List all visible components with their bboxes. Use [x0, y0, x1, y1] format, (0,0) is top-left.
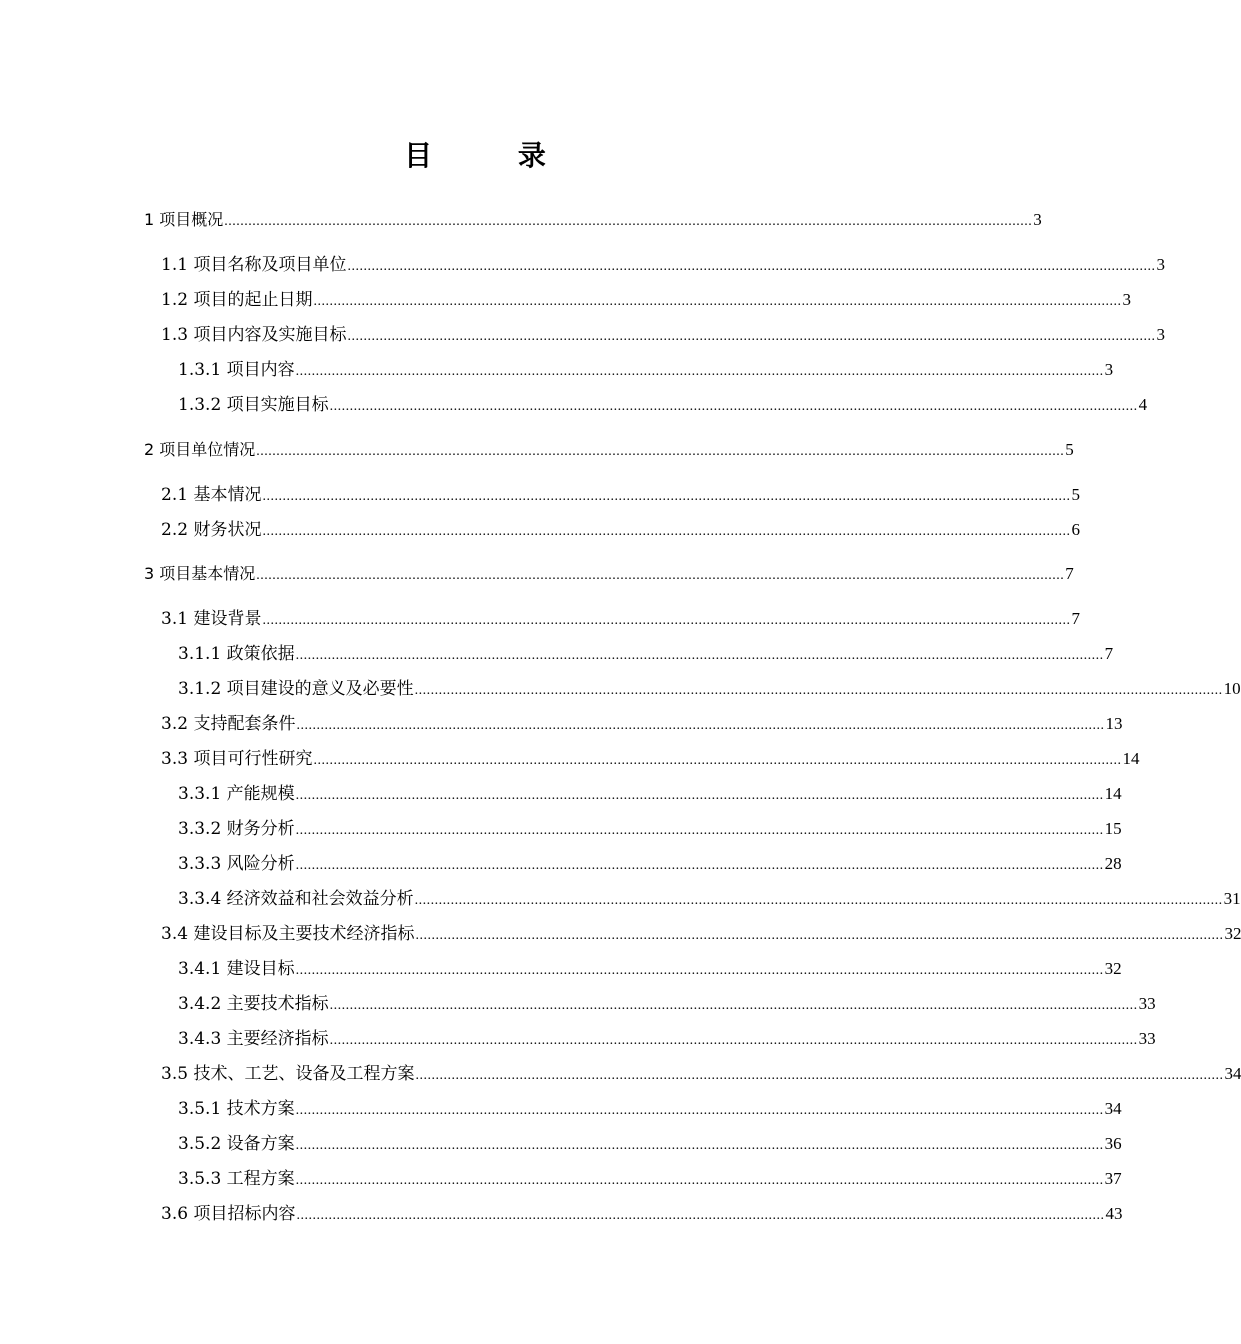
toc-page-number: 10 [1223, 679, 1241, 698]
toc-entry-label: 3.4.2 主要技术指标 [178, 994, 329, 1014]
toc-entry[interactable] [161, 922, 1241, 946]
toc-dot-leader: .......................................................................................................................................................................................................... [262, 489, 1071, 504]
toc-entry[interactable] [178, 642, 1114, 666]
toc-entry-label: 2.1 基本情况 [161, 485, 262, 505]
toc-entry[interactable] [178, 358, 1114, 382]
toc-entry[interactable] [144, 208, 1042, 232]
toc-entry-label: 3.3.2 财务分析 [178, 819, 295, 839]
toc-entry[interactable] [178, 1027, 1156, 1051]
toc-entry[interactable] [144, 562, 1074, 586]
toc-dot-leader: .......................................................................................................................................................................................................... [296, 1208, 1105, 1223]
toc-page-number: 14 [1104, 784, 1122, 803]
toc-dot-leader: .......................................................................................................................................................................................................... [295, 364, 1104, 379]
toc-dot-leader: .......................................................................................................................................................................................................... [415, 1068, 1224, 1083]
toc-entry-label: 3.1.1 政策依据 [178, 644, 295, 664]
toc-page-number: 5 [1065, 440, 1074, 459]
toc-page-number: 6 [1071, 520, 1080, 539]
toc-page-number: 7 [1104, 644, 1114, 663]
toc-page-number: 4 [1138, 395, 1148, 414]
toc-entry[interactable] [178, 817, 1122, 841]
toc-entry-label: 3.1.2 项目建设的意义及必要性 [178, 679, 414, 699]
toc-dot-leader: .......................................................................................................................................................................................................... [347, 329, 1156, 344]
toc-entry[interactable] [178, 852, 1122, 876]
toc-dot-leader: .......................................................................................................................................................................................................... [295, 823, 1104, 838]
toc-page-number: 3 [1156, 255, 1165, 274]
toc-dot-leader: .......................................................................................................................................................................................................... [414, 683, 1223, 698]
toc-entry[interactable] [178, 782, 1122, 806]
toc-entry[interactable] [178, 957, 1122, 981]
toc-dot-leader: .......................................................................................................................................................................................................... [329, 1033, 1138, 1048]
toc-dot-leader: .......................................................................................................................................................................................................... [295, 788, 1104, 803]
toc-entry-label: 2 项目单位情况 [144, 440, 256, 459]
toc-dot-leader: .......................................................................................................................................................................................................... [295, 1138, 1104, 1153]
toc-entry[interactable] [161, 747, 1140, 771]
toc-entry-label: 2.2 财务状况 [161, 520, 262, 540]
page-title: 目 录 [404, 139, 584, 172]
toc-entry-label: 3.5.3 工程方案 [178, 1169, 295, 1189]
toc-page-number: 32 [1224, 924, 1241, 943]
toc-page-number: 5 [1071, 485, 1080, 504]
toc-page-number: 7 [1065, 564, 1074, 583]
toc-dot-leader: .......................................................................................................................................................................................................... [347, 259, 1156, 274]
toc-entry-label: 1.3.2 项目实施目标 [178, 395, 329, 415]
toc-entry-label: 3 项目基本情况 [144, 564, 256, 583]
toc-page-number: 28 [1104, 854, 1122, 873]
toc-page-number: 14 [1122, 749, 1140, 768]
toc-entry-label: 3.4.1 建设目标 [178, 959, 295, 979]
toc-page-number: 34 [1224, 1064, 1241, 1083]
toc-entry[interactable] [161, 253, 1165, 277]
toc-entry[interactable] [144, 438, 1074, 462]
toc-entry-label: 3.2 支持配套条件 [161, 714, 296, 734]
toc-dot-leader: .......................................................................................................................................................................................................... [262, 524, 1071, 539]
toc-dot-leader: .......................................................................................................................................................................................................... [295, 858, 1104, 873]
toc-page-number: 34 [1104, 1099, 1122, 1118]
toc-entry-label: 3.4 建设目标及主要技术经济指标 [161, 924, 415, 944]
toc-entry[interactable] [161, 607, 1080, 631]
toc-entry-label: 3.3.1 产能规模 [178, 784, 295, 804]
toc-entry-label: 3.5.2 设备方案 [178, 1134, 295, 1154]
toc-page-number: 7 [1071, 609, 1080, 628]
toc-entry[interactable] [161, 483, 1080, 507]
toc-dot-leader: .......................................................................................................................................................................................................... [262, 613, 1071, 628]
toc-entry[interactable] [161, 323, 1165, 347]
toc-page-number: 31 [1223, 889, 1241, 908]
toc-entry-label: 3.4.3 主要经济指标 [178, 1029, 329, 1049]
toc-entry-label: 1 项目概况 [144, 210, 224, 229]
toc-page-number: 43 [1105, 1204, 1123, 1223]
toc-dot-leader: .......................................................................................................................................................................................................... [329, 399, 1138, 414]
toc-dot-leader: .......................................................................................................................................................................................................... [296, 718, 1105, 733]
toc-entry[interactable] [161, 712, 1123, 736]
toc-page-number: 3 [1033, 210, 1042, 229]
toc-dot-leader: .......................................................................................................................................................................................................... [256, 444, 1065, 459]
toc-entry[interactable] [178, 992, 1156, 1016]
toc-page-number: 3 [1156, 325, 1165, 344]
toc-page-number: 37 [1104, 1169, 1122, 1188]
toc-dot-leader: .......................................................................................................................................................................................................... [313, 294, 1122, 309]
toc-dot-leader: .......................................................................................................................................................................................................... [415, 928, 1224, 943]
toc-entry-label: 1.2 项目的起止日期 [161, 290, 313, 310]
toc-entry[interactable] [161, 518, 1080, 542]
toc-dot-leader: .......................................................................................................................................................................................................... [295, 1173, 1104, 1188]
toc-page-number: 36 [1104, 1134, 1122, 1153]
toc-entry[interactable] [178, 887, 1241, 911]
toc-entry[interactable] [178, 1132, 1122, 1156]
toc-entry-label: 3.3 项目可行性研究 [161, 749, 313, 769]
toc-entry[interactable] [161, 288, 1131, 312]
toc-page-number: 33 [1138, 1029, 1156, 1048]
toc-entry[interactable] [178, 677, 1241, 701]
toc-page-number: 33 [1138, 994, 1156, 1013]
toc-dot-leader: .......................................................................................................................................................................................................... [329, 998, 1138, 1013]
toc-dot-leader: .......................................................................................................................................................................................................... [295, 963, 1104, 978]
toc-dot-leader: .......................................................................................................................................................................................................... [295, 1103, 1104, 1118]
toc-dot-leader: .......................................................................................................................................................................................................... [295, 648, 1104, 663]
toc-dot-leader: .......................................................................................................................................................................................................... [414, 893, 1223, 908]
toc-entry-label: 1.3 项目内容及实施目标 [161, 325, 347, 345]
toc-entry-label: 3.3.3 风险分析 [178, 854, 295, 874]
toc-dot-leader: .......................................................................................................................................................................................................... [313, 753, 1122, 768]
toc-page-number: 32 [1104, 959, 1122, 978]
toc-page-number: 3 [1122, 290, 1131, 309]
toc-entry-label: 1.1 项目名称及项目单位 [161, 255, 347, 275]
toc-entry-label: 1.3.1 项目内容 [178, 360, 295, 380]
toc-entry-label: 3.5 技术、工艺、设备及工程方案 [161, 1064, 415, 1084]
toc-entry[interactable] [161, 1202, 1123, 1226]
toc-entry-label: 3.3.4 经济效益和社会效益分析 [178, 889, 414, 909]
toc-dot-leader: .......................................................................................................................................................................................................... [224, 214, 1033, 229]
toc-entry-label: 3.6 项目招标内容 [161, 1204, 296, 1224]
toc-entry[interactable] [178, 1097, 1122, 1121]
toc-page-number: 3 [1104, 360, 1114, 379]
toc-entry[interactable] [178, 393, 1148, 417]
toc-page-number: 13 [1105, 714, 1123, 733]
toc-dot-leader: .......................................................................................................................................................................................................... [256, 568, 1065, 583]
toc-entry[interactable] [178, 1167, 1122, 1191]
toc-entry-label: 3.5.1 技术方案 [178, 1099, 295, 1119]
toc-entry-label: 3.1 建设背景 [161, 609, 262, 629]
toc-entry[interactable] [161, 1062, 1241, 1086]
toc-page-number: 15 [1104, 819, 1122, 838]
